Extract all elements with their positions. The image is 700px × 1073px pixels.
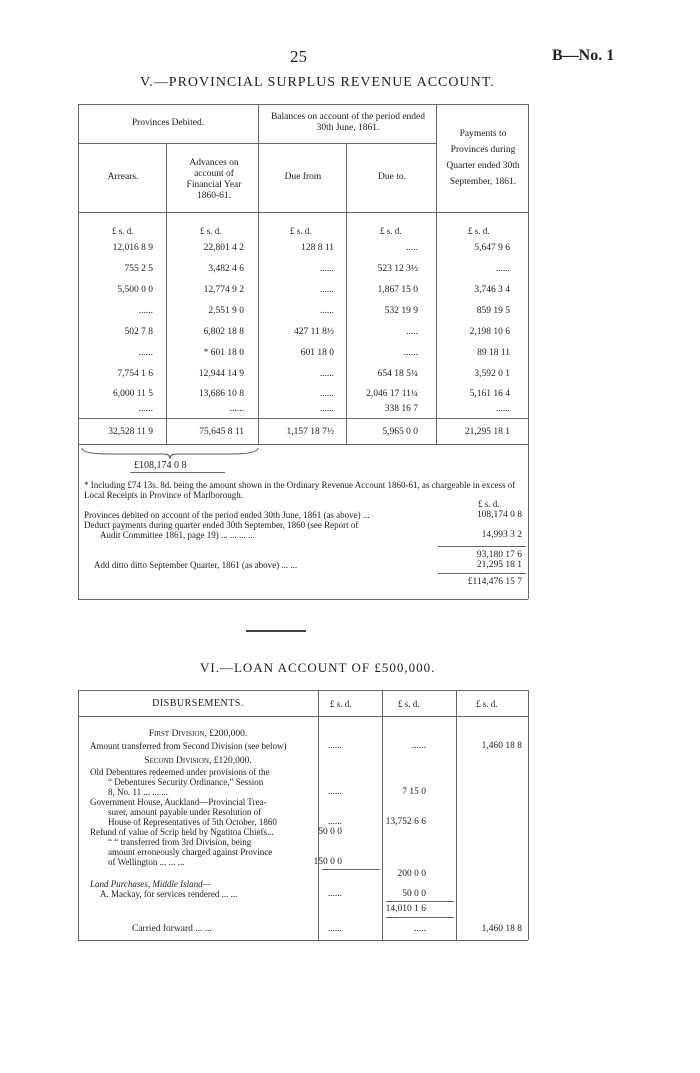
header-due-from: Due from xyxy=(284,172,322,182)
summary-line3-value: 21,295 18 1 xyxy=(476,560,522,570)
carried-forward: Carried forward ... ... xyxy=(132,924,212,934)
footnote: * Including £74 13s. 8d. being the amount shown in the Ordinary Revenue Account 1860-61, as chargeable in excess of Local Receipts in Province of Marlborough. xyxy=(84,480,516,500)
header-provinces-debited: Provinces Debited. xyxy=(131,118,205,128)
header-advances: Advances on account of Financial Year 1860-61. xyxy=(186,158,242,201)
section-separator xyxy=(246,630,306,632)
units-due-from: £ s. d. xyxy=(290,226,312,236)
summary-line2a: Deduct payments during quarter ended 30th September, 1860 (see Report of xyxy=(84,520,359,530)
header-balances: Balances on account of the period ended 30th June, 1861. xyxy=(270,112,426,133)
section6-title: VI.—LOAN ACCOUNT OF £500,000. xyxy=(200,660,436,675)
page-number: 25 xyxy=(290,47,307,66)
land-purchases-heading: Land Purchases, Middle Island— xyxy=(90,879,211,889)
summary-line2-value: 14,993 3 2 xyxy=(481,530,522,540)
units-col2: £ s. d. xyxy=(398,699,420,709)
summary-line1-value: 108,174 0 8 xyxy=(476,510,522,520)
summary-line3: Add ditto ditto September Quarter, 1861 (as above) ... ... xyxy=(94,560,298,570)
units-due-to: £ s. d. xyxy=(380,226,402,236)
brace-icon xyxy=(80,446,260,460)
units-col3: £ s. d. xyxy=(476,699,498,709)
header-disbursements: DISBURSEMENTS. xyxy=(152,698,244,709)
first-division-heading: First Division, £200,000. xyxy=(148,729,248,739)
mackay-line: A. Mackay, for services rendered ... ... xyxy=(100,889,238,899)
summary-units: £ s. d. xyxy=(478,499,500,509)
header-arrears: Arrears. xyxy=(107,172,139,182)
first-division-line: Amount transferred from Second Division (see below) xyxy=(90,741,287,751)
summary-line2b: Audit Committee 1861, page 19) ... ... ... ... xyxy=(100,530,255,540)
units-payments: £ s. d. xyxy=(468,226,490,236)
summary-subtotal: 93,180 17 6 xyxy=(476,550,522,560)
summary-line1: Provinces debited on account of the period ended 30th June, 1861 (as above) ... xyxy=(84,510,370,520)
units-col1: £ s. d. xyxy=(330,699,352,709)
units-arrears: £ s. d. xyxy=(112,226,134,236)
summary-final: £114,476 15 7 xyxy=(467,577,522,587)
header-payments: Payments to Provinces during Quarter ended 30th September, 1861. xyxy=(446,129,520,187)
section5-title: V.—PROVINCIAL SURPLUS REVENUE ACCOUNT. xyxy=(140,75,495,90)
second-division-heading: Second Division, £120,000. xyxy=(144,756,252,766)
grand-total: £108,174 0 8 xyxy=(134,460,187,471)
units-advances: £ s. d. xyxy=(200,226,222,236)
document-reference: B—No. 1 xyxy=(552,47,615,64)
header-due-to: Due to. xyxy=(378,172,406,182)
